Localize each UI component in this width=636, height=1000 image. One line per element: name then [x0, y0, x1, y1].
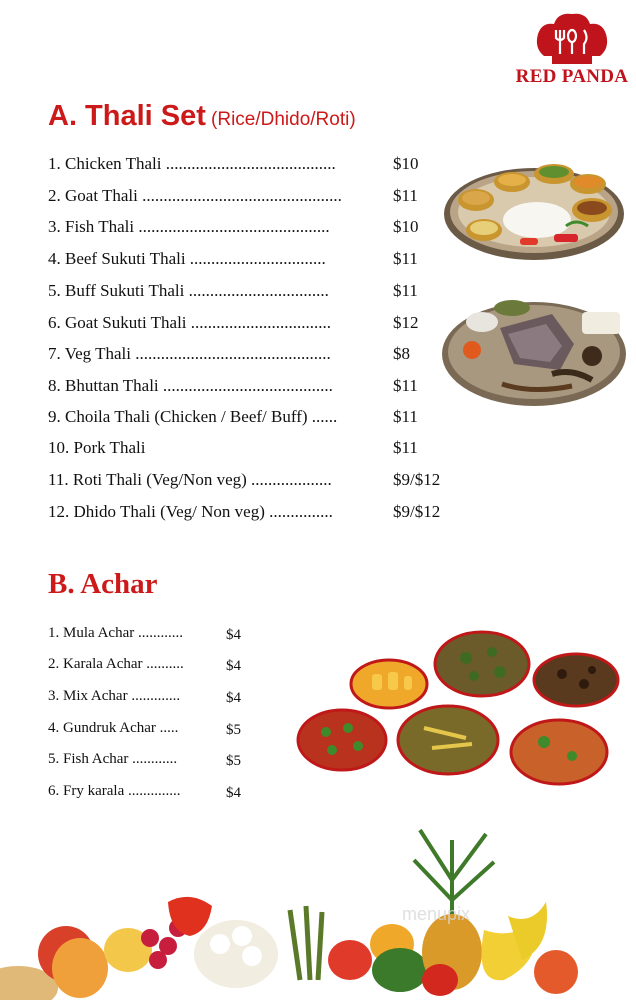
thali-item-8: 8. Bhuttan Thali ........................................	[48, 376, 333, 395]
thali-item-12: 12. Dhido Thali (Veg/ Non veg) ...............	[48, 502, 333, 521]
section-a-subtitle: (Rice/Dhido/Roti)	[211, 109, 356, 130]
brand-name: RED PANDA	[515, 66, 629, 87]
thali-price-4: $11	[393, 249, 418, 268]
achar-item-1: 1. Mula Achar ............	[48, 625, 183, 641]
achar-price-6: $4	[226, 785, 241, 801]
thali-price-2: $11	[393, 186, 418, 205]
thali-price-6: $12	[393, 313, 419, 332]
thali-item-1: 1. Chicken Thali ........................................	[48, 154, 336, 173]
section-b-title: B. Achar	[48, 568, 158, 600]
thali-plate-photo	[442, 152, 626, 264]
sukuti-plate-photo	[442, 294, 626, 406]
thali-price-5: $11	[393, 281, 418, 300]
achar-price-1: $4	[226, 627, 241, 643]
thali-price-3: $10	[393, 217, 419, 236]
thali-price-9: $11	[393, 407, 418, 426]
achar-item-6: 6. Fry karala ..............	[48, 783, 181, 799]
thali-item-5: 5. Buff Sukuti Thali .................................	[48, 281, 329, 300]
achar-dishes-photo	[296, 628, 626, 788]
achar-item-4: 4. Gundruk Achar .....	[48, 720, 179, 736]
thali-item-9: 9. Choila Thali (Chicken / Beef/ Buff) ......	[48, 407, 338, 426]
watermark-text: menupix	[402, 904, 471, 924]
thali-price-8: $11	[393, 376, 418, 395]
thali-item-11: 11. Roti Thali (Veg/Non veg) ...................	[48, 470, 332, 489]
section-a-title: A. Thali Set	[48, 100, 206, 132]
vegetables-photo	[0, 820, 636, 1000]
thali-price-10: $11	[393, 438, 418, 457]
achar-item-2: 2. Karala Achar ..........	[48, 656, 184, 672]
thali-price-7: $8	[393, 344, 410, 363]
thali-item-7: 7. Veg Thali ..............................................	[48, 344, 331, 363]
achar-item-5: 5. Fish Achar ............	[48, 751, 178, 767]
thali-price-1: $10	[393, 154, 419, 173]
thali-item-3: 3. Fish Thali .............................................	[48, 217, 330, 236]
achar-item-3: 3. Mix Achar .............	[48, 688, 181, 704]
thali-item-10: 10. Pork Thali	[48, 438, 146, 457]
thali-price-11: $9/$12	[393, 470, 441, 489]
achar-price-4: $5	[226, 722, 241, 738]
thali-item-4: 4. Beef Sukuti Thali ................................	[48, 249, 326, 268]
achar-price-5: $5	[226, 753, 241, 769]
achar-price-3: $4	[226, 690, 241, 706]
achar-price-2: $4	[226, 658, 241, 674]
thali-price-12: $9/$12	[393, 502, 441, 521]
thali-item-2: 2. Goat Thali ...............................................	[48, 186, 342, 205]
section-a-heading	[48, 100, 356, 133]
thali-item-6: 6. Goat Sukuti Thali .................................	[48, 313, 332, 332]
